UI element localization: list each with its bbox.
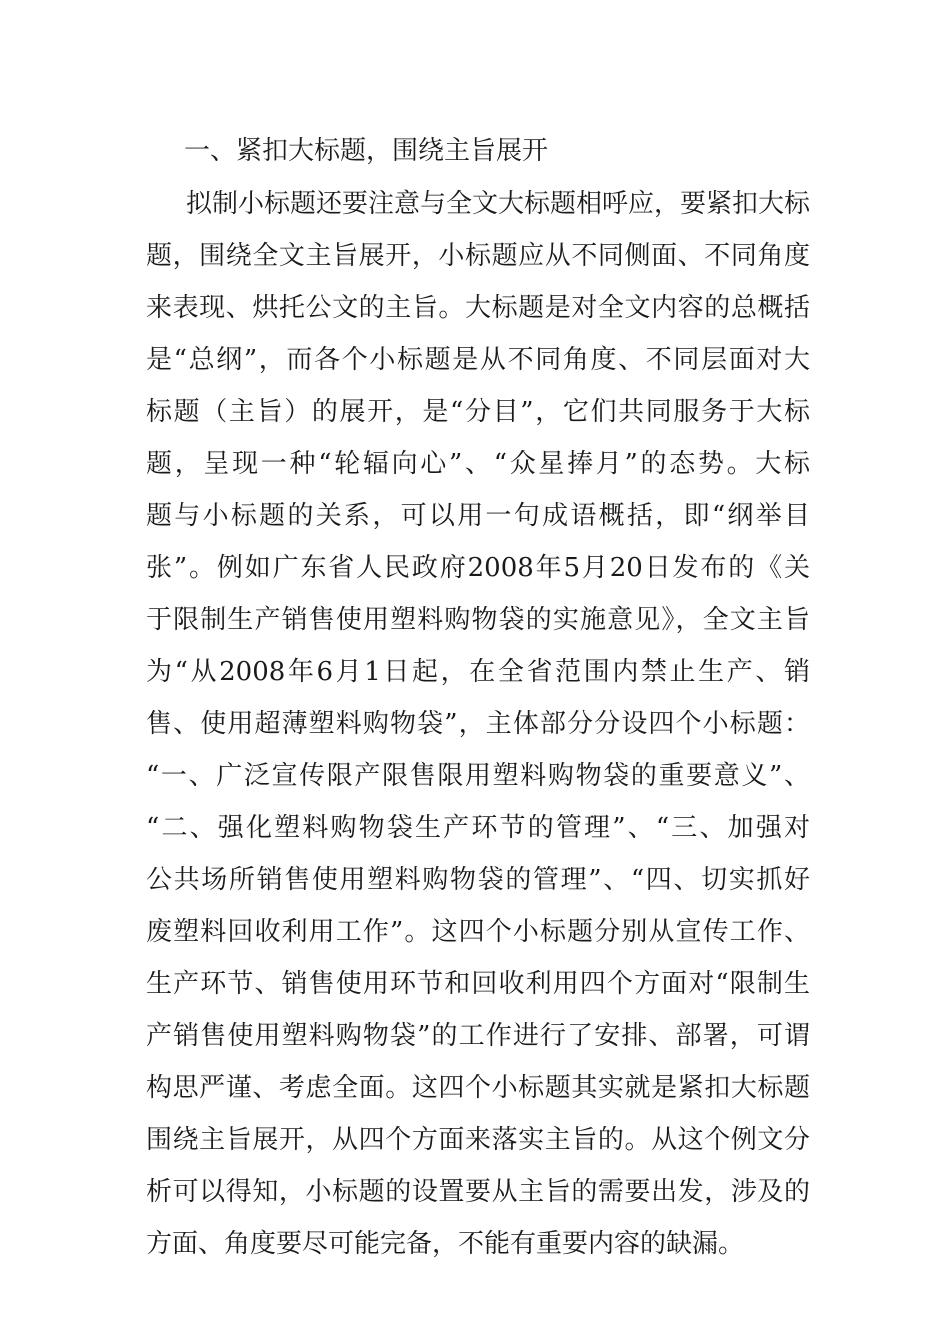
paragraph-line: 张”。例如广东省人民政府2008年5月20日发布的《关 xyxy=(146,553,810,583)
paragraph-line: 题，呈现一种“轮辐向心”、“众星捧月”的态势。大标 xyxy=(146,449,810,479)
paragraph-line: 围绕主旨展开，从四个方面来落实主旨的。从这个例文分 xyxy=(146,1125,810,1155)
paragraph-line: 标题（主旨）的展开，是“分目”，它们共同服务于大标 xyxy=(146,397,810,427)
document-body xyxy=(146,128,810,1270)
section-heading: 一、紧扣大标题，围绕主旨展开 xyxy=(184,136,549,166)
paragraph-line: 构思严谨、考虑全面。这四个小标题其实就是紧扣大标题 xyxy=(146,1073,810,1103)
paragraph-line: 来表现、烘托公文的主旨。大标题是对全文内容的总概括 xyxy=(146,293,810,323)
paragraph-line: “二、强化塑料购物袋生产环节的管理”、“三、加强对 xyxy=(146,813,810,843)
paragraph-line: 方面、角度要尽可能完备，不能有重要内容的缺漏。 xyxy=(146,1229,745,1259)
paragraph-line: 售、使用超薄塑料购物袋”，主体部分分设四个小标题： xyxy=(146,709,810,739)
paragraph-line: 题，围绕全文主旨展开，小标题应从不同侧面、不同角度 xyxy=(146,241,810,271)
paragraph-line: 废塑料回收利用工作”。这四个小标题分别从宣传工作、 xyxy=(146,917,810,947)
paragraph-line: 题与小标题的关系，可以用一句成语概括，即“纲举目 xyxy=(146,501,810,531)
paragraph-line: 是“总纲”，而各个小标题是从不同角度、不同层面对大 xyxy=(146,345,810,375)
paragraph-line: 生产环节、销售使用环节和回收利用四个方面对“限制生 xyxy=(146,969,810,999)
paragraph-line: 析可以得知，小标题的设置要从主旨的需要出发，涉及的 xyxy=(146,1177,810,1207)
paragraph-line: 为“从2008年6月1日起，在全省范围内禁止生产、销 xyxy=(146,657,810,687)
paragraph-line: 产销售使用塑料购物袋”的工作进行了安排、部署，可谓 xyxy=(146,1021,810,1051)
paragraph-line: “一、广泛宣传限产限售限用塑料购物袋的重要意义”、 xyxy=(146,761,810,791)
paragraph-line: 公共场所销售使用塑料购物袋的管理”、“四、切实抓好 xyxy=(146,865,810,895)
body-paragraph xyxy=(146,178,810,1270)
paragraph-line: 拟制小标题还要注意与全文大标题相呼应，要紧扣大标 xyxy=(186,189,811,219)
paragraph-line: 于限制生产销售使用塑料购物袋的实施意见》，全文主旨 xyxy=(146,605,810,635)
